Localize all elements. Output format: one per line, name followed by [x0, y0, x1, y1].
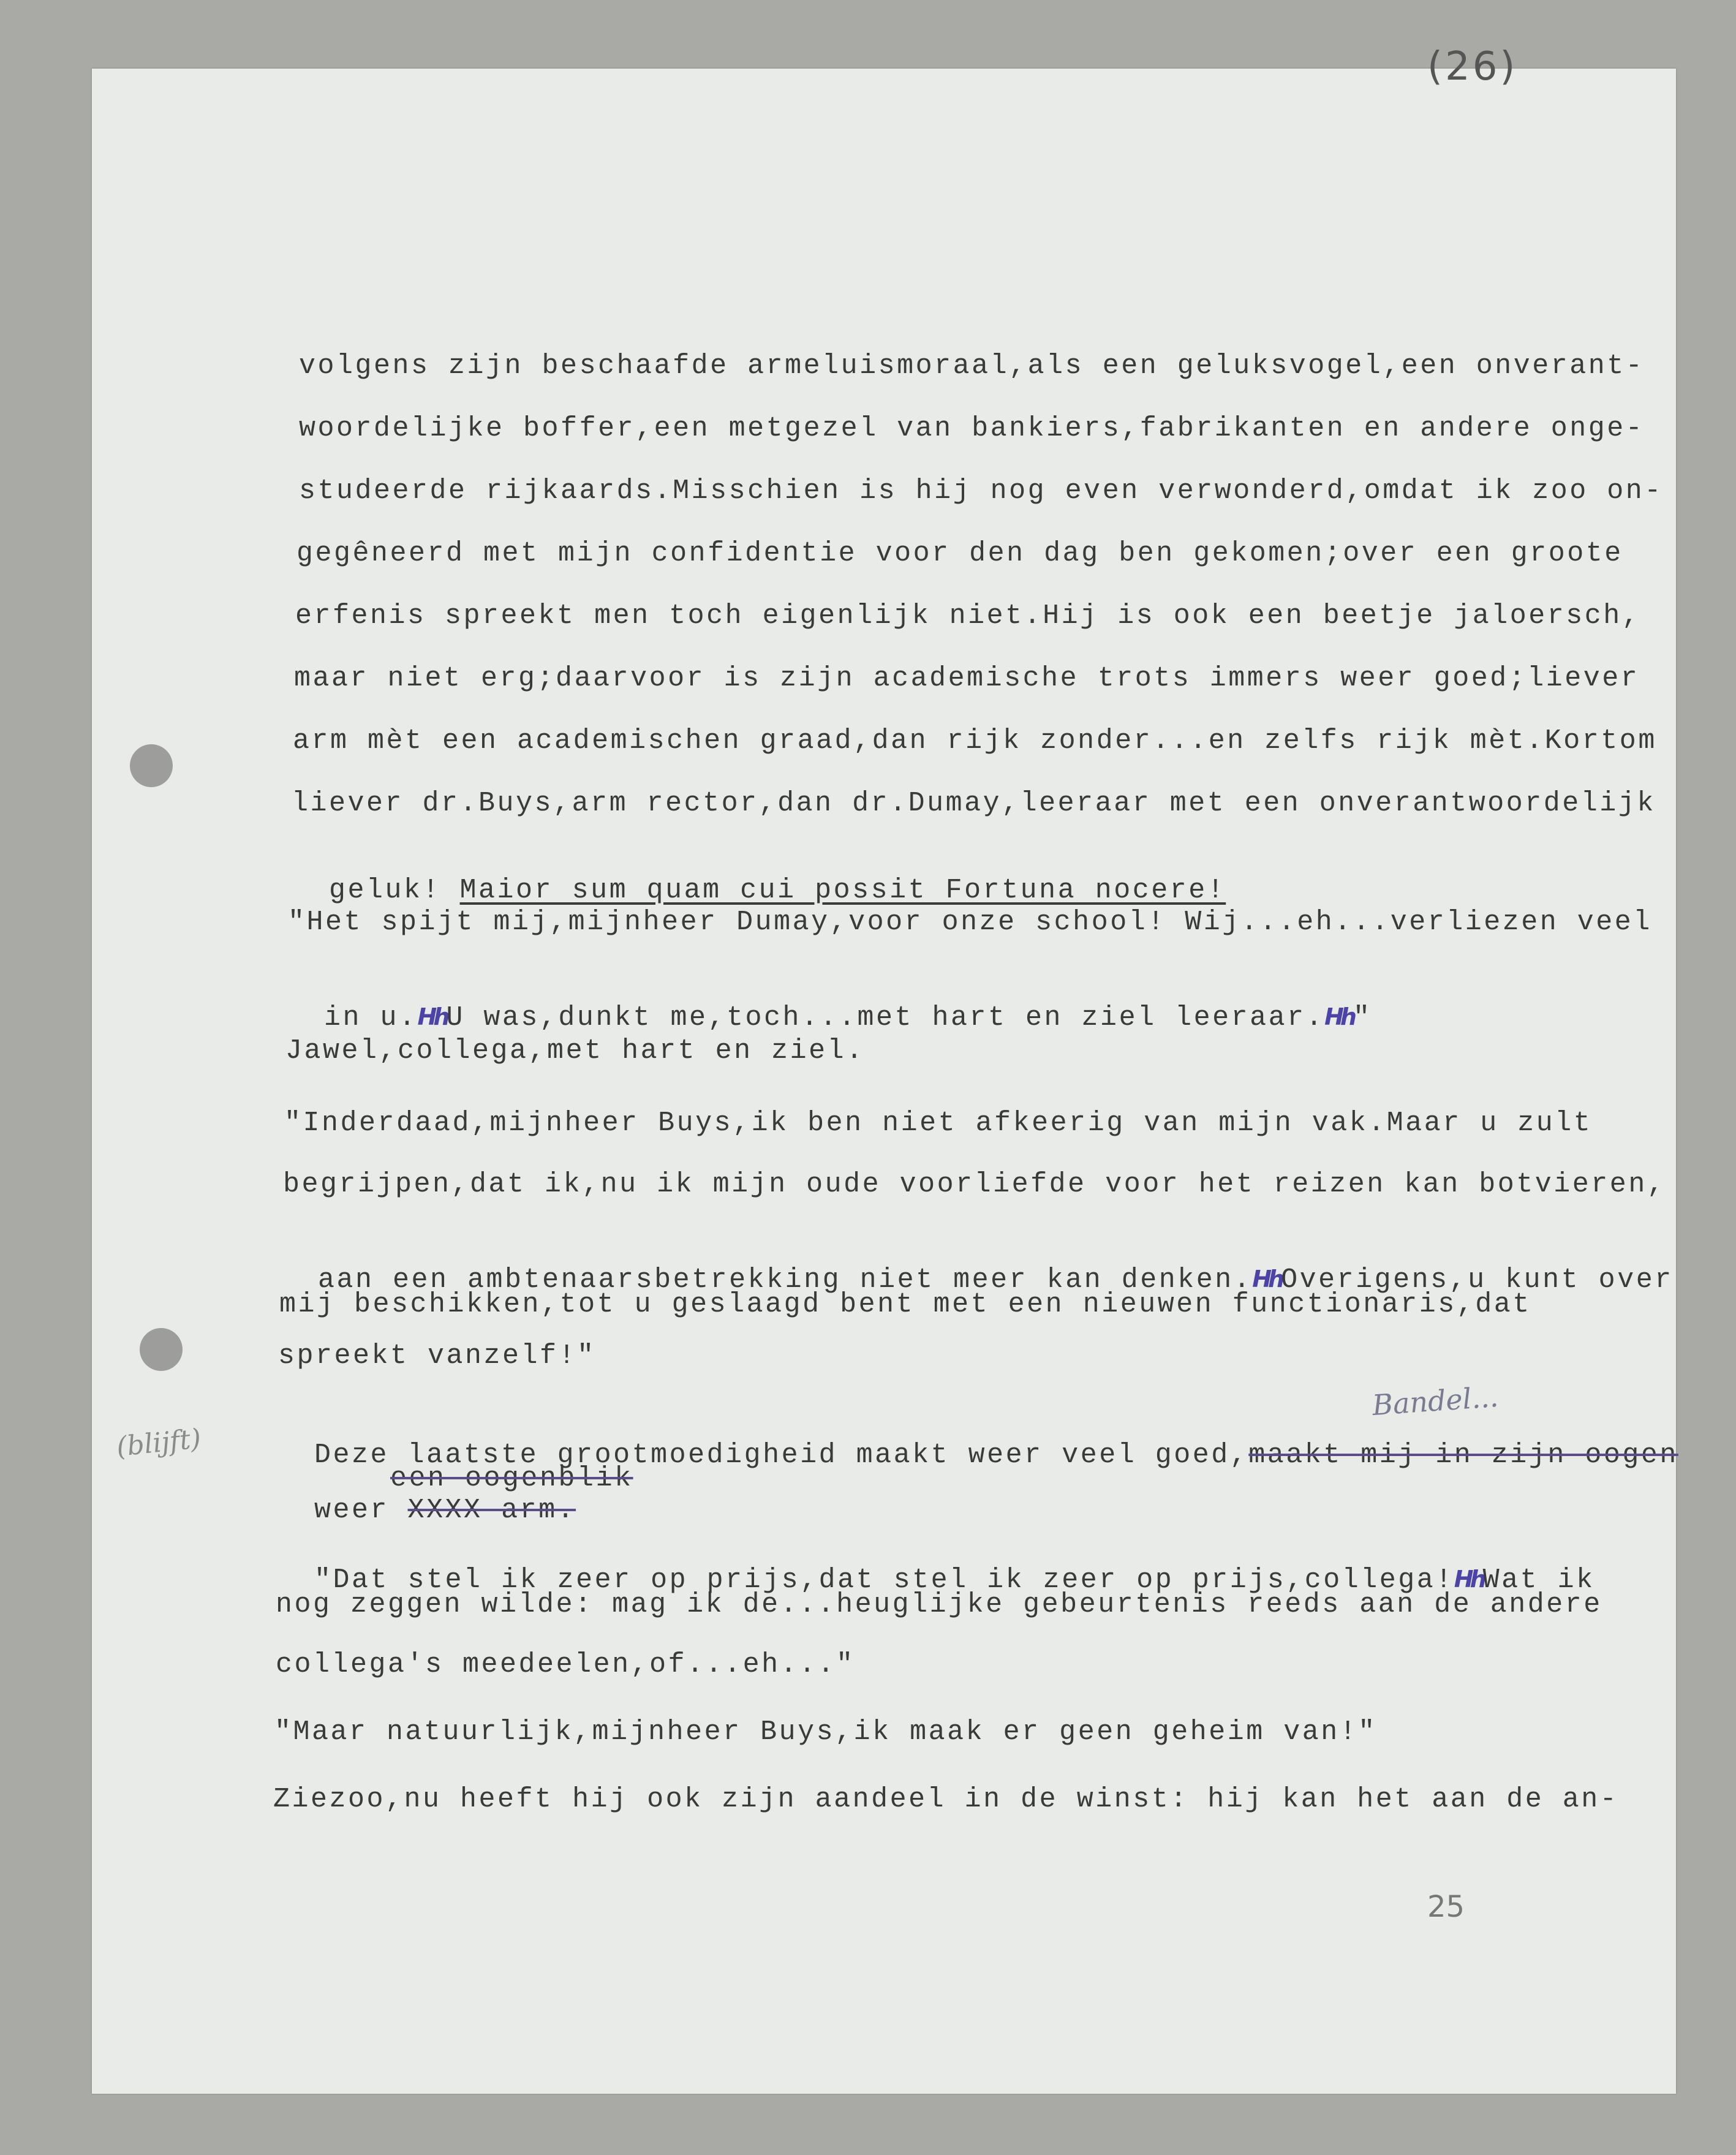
dialogue-text-dat-stel: "Dat stel ik zeer op prijs,dat stel ik zeer op prijs,collega!: [314, 1564, 1454, 1596]
punch-hole-bottom: [140, 1328, 183, 1371]
dialogue-text-overigens: Overigens,u kunt over: [1281, 1264, 1674, 1296]
dialogue-text-deze: Deze laatste grootmoedigheid maakt weer veel goed,: [314, 1440, 1249, 1471]
dialogue-close-quote: ": [1353, 1002, 1372, 1033]
bottom-page-number: 25: [1427, 1890, 1465, 1924]
dialogue-line-1: "Het spijt mij,mijnheer Dumay,voor onze school! Wij...eh...verliezen veel: [288, 907, 1652, 938]
text-line-2: woordelijke boffer,een metgezel van bankiers,fabrikanten en andere onge-: [299, 413, 1645, 444]
correction-mark: Hh: [417, 1003, 447, 1030]
dialogue-line-15: Ziezoo,nu heeft hij ook zijn aandeel in de winst: hij kan het aan de an-: [273, 1784, 1619, 1815]
page-number: (26): [1427, 44, 1518, 89]
dialogue-text-in-u: in u.: [324, 1002, 418, 1033]
dialogue-line-5: begrijpen,dat ik,nu ik mijn oude voorliefde voor het reizen kan botvieren,: [283, 1169, 1666, 1200]
text-line-8: liever dr.Buys,arm rector,dan dr.Dumay,leeraar met een onverantwoordelijk: [292, 788, 1656, 819]
text-line-6: maar niet erg;daarvoor is zijn academische trots immers weer goed;liever: [294, 663, 1640, 694]
correction-mark: Hh: [1454, 1566, 1483, 1593]
dialogue-line-10: [277, 1459, 576, 1528]
struck-text-maakt-mij: maakt mij in zijn oogen: [1248, 1440, 1678, 1471]
dialogue-line-4: "Inderdaad,mijnheer Buys,ik ben niet afkeerig van mijn vak.Maar u zult: [284, 1108, 1593, 1139]
margin-note: (blijft): [115, 1422, 203, 1463]
struck-text-arm: XXXX arm.: [407, 1495, 576, 1526]
dialogue-line-13: collega's meedeelen,of...eh...": [276, 1649, 855, 1680]
punch-hole-top: [130, 744, 173, 787]
text-line-3: studeerde rijkaards.Misschien is hij nog even verwonderd,omdat ik zoo on-: [299, 475, 1663, 507]
dialogue-text-ambtenaars: aan een ambtenaarsbetrekking niet meer kan denken.: [318, 1264, 1253, 1296]
dialogue-line-12: nog zeggen wilde: mag ik de...heuglijke gebeurtenis reeds aan de andere: [276, 1589, 1602, 1620]
text-line-7: arm mèt een academischen graad,dan rijk zonder...en zelfs rijk mèt.Kortom: [293, 725, 1657, 757]
text-line-5: erfenis spreekt men toch eigenlijk niet.Hij is ook een beetje jaloersch,: [295, 600, 1641, 632]
dialogue-text-u-was: U was,dunkt me,toch...met hart en ziel leeraar.: [446, 1002, 1325, 1033]
text-line-1: volgens zijn beschaafde armeluismoraal,als een geluksvogel,een onverant-: [299, 350, 1645, 382]
correction-mark: Hh: [1324, 1003, 1353, 1030]
struck-insert: een oogenblik: [390, 1463, 633, 1494]
correction-mark: Hh: [1252, 1266, 1281, 1293]
dialogue-line-7: mij beschikken,tot u geslaagd bent met een nieuwen functionaris,dat: [279, 1289, 1531, 1320]
dialogue-line-6: [281, 1228, 1674, 1297]
text-geluk: geluk!: [329, 875, 460, 906]
dialogue-line-14: "Maar natuurlijk,mijnheer Buys,ik maak er geen geheim van!": [274, 1716, 1377, 1748]
latin-quote: Maior sum quam cui possit Fortuna nocere!: [459, 875, 1226, 906]
dialogue-line-11: [277, 1528, 1595, 1598]
dialogue-line-8: spreekt vanzelf!": [278, 1340, 596, 1372]
dialogue-text-wat-ik: Wat ik: [1482, 1564, 1595, 1596]
dialogue-text-weer: weer: [314, 1495, 408, 1526]
text-line-4: gegêneerd met mijn confidentie voor den dag ben gekomen;over een groote: [296, 538, 1623, 569]
text-line-9: [292, 839, 1226, 908]
handwritten-note: Bandel...: [1371, 1379, 1500, 1422]
dialogue-line-2: [287, 965, 1372, 1035]
dialogue-line-3: Jawel,collega,met hart en ziel.: [285, 1035, 865, 1066]
